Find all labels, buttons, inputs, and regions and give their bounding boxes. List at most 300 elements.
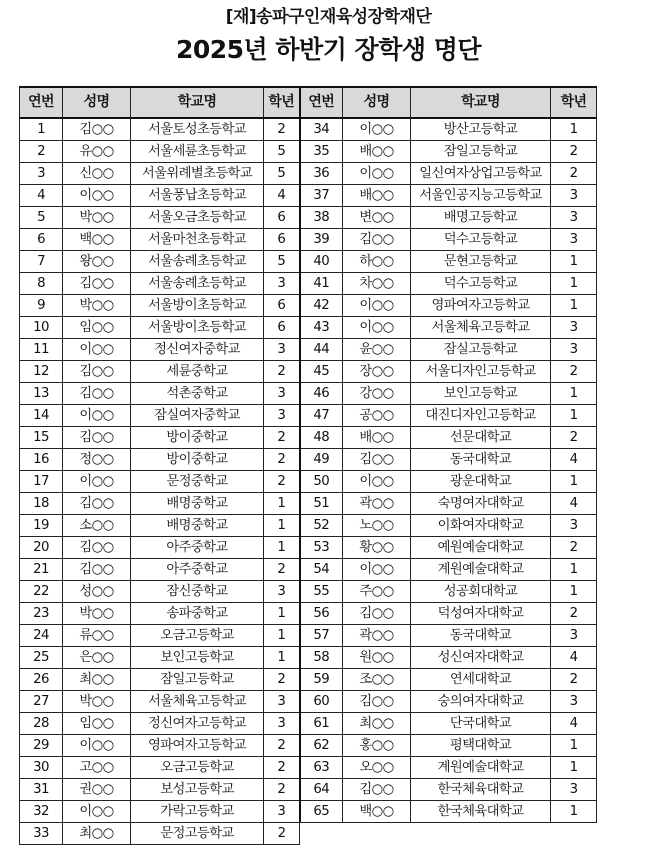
- cell-grade: 2: [264, 669, 300, 691]
- table-row: [20, 471, 597, 493]
- foundation-name: [재]송파구인재육성장학재단: [225, 7, 432, 27]
- cell-name: 정○○: [63, 449, 131, 471]
- cell-name: 이○○: [343, 163, 411, 185]
- cell-school: 정신여자중학교: [131, 339, 264, 361]
- cell-name: 김○○: [63, 493, 131, 515]
- cell-grade: 3: [551, 515, 597, 537]
- table-row: [20, 317, 597, 339]
- cell-school: 서울송례초등학교: [131, 273, 264, 295]
- col-header-no: 연번: [300, 87, 343, 118]
- cell-school: 가락고등학교: [131, 801, 264, 823]
- cell-number: 6: [20, 229, 63, 251]
- cell-number: 13: [20, 383, 63, 405]
- cell-grade: 2: [551, 163, 597, 185]
- cell-name: 배○○: [343, 141, 411, 163]
- cell-name: 이○○: [63, 801, 131, 823]
- cell-number: 29: [20, 735, 63, 757]
- cell-name: 조○○: [343, 669, 411, 691]
- cell-number: 26: [20, 669, 63, 691]
- cell-grade: 2: [551, 361, 597, 383]
- cell-name: 장○○: [343, 361, 411, 383]
- cell-name: 차○○: [343, 273, 411, 295]
- cell-name: 김○○: [343, 779, 411, 801]
- cell-grade: 1: [264, 515, 300, 537]
- cell-school: 계원예술대학교: [411, 757, 551, 779]
- cell-school: 덕성여자대학교: [411, 603, 551, 625]
- cell-name: 박○○: [63, 295, 131, 317]
- cell-grade: 1: [264, 537, 300, 559]
- cell-grade: 3: [264, 383, 300, 405]
- cell-grade: 3: [551, 625, 597, 647]
- cell-school: 광운대학교: [411, 471, 551, 493]
- cell-school: 잠일고등학교: [411, 141, 551, 163]
- table-row: [20, 427, 597, 449]
- cell-number: 52: [300, 515, 343, 537]
- cell-name: 김○○: [343, 691, 411, 713]
- cell-name: 배○○: [343, 185, 411, 207]
- table-row: [20, 537, 597, 559]
- table-row: [20, 603, 597, 625]
- table-row: [20, 383, 597, 405]
- cell-school: 보인고등학교: [411, 383, 551, 405]
- cell-name: 김○○: [63, 383, 131, 405]
- cell-school: 세륜중학교: [131, 361, 264, 383]
- cell-number: 44: [300, 339, 343, 361]
- cell-school: 오금고등학교: [131, 625, 264, 647]
- cell-grade: 2: [264, 779, 300, 801]
- cell-name: 홍○○: [343, 735, 411, 757]
- cell-name: 이○○: [63, 339, 131, 361]
- cell-name: 변○○: [343, 207, 411, 229]
- cell-school: 서울송례초등학교: [131, 251, 264, 273]
- table-row: [20, 207, 597, 229]
- cell-grade: 1: [551, 383, 597, 405]
- cell-grade: 3: [551, 229, 597, 251]
- cell-school: 이화여자대학교: [411, 515, 551, 537]
- cell-school: 한국체육대학교: [411, 779, 551, 801]
- cell-name: 김○○: [343, 603, 411, 625]
- table-row: [20, 141, 597, 163]
- cell-name: 고○○: [63, 757, 131, 779]
- cell-name: 왕○○: [63, 251, 131, 273]
- cell-school: 대진디자인고등학교: [411, 405, 551, 427]
- cell-school: 영파여자고등학교: [131, 735, 264, 757]
- table-row: [20, 229, 597, 251]
- cell-number: 32: [20, 801, 63, 823]
- cell-name: 은○○: [63, 647, 131, 669]
- cell-school: 계원예술대학교: [411, 559, 551, 581]
- cell-name: 김○○: [63, 273, 131, 295]
- cell-grade: 3: [264, 801, 300, 823]
- cell-number: 42: [300, 295, 343, 317]
- cell-number: 35: [300, 141, 343, 163]
- cell-name: 윤○○: [343, 339, 411, 361]
- cell-school: 평택대학교: [411, 735, 551, 757]
- cell-school: 숭의여자대학교: [411, 691, 551, 713]
- cell-number: 1: [20, 118, 63, 141]
- cell-number: 37: [300, 185, 343, 207]
- cell-name: 최○○: [63, 669, 131, 691]
- cell-school: 서울마천초등학교: [131, 229, 264, 251]
- cell-name: 유○○: [63, 141, 131, 163]
- cell-name: 권○○: [63, 779, 131, 801]
- cell-number: 17: [20, 471, 63, 493]
- cell-name: 이○○: [63, 471, 131, 493]
- cell-number: 48: [300, 427, 343, 449]
- table-row: [20, 669, 597, 691]
- cell-school: 서울위례별초등학교: [131, 163, 264, 185]
- cell-school: 영파여자고등학교: [411, 295, 551, 317]
- cell-number: 58: [300, 647, 343, 669]
- cell-school: 배명중학교: [131, 515, 264, 537]
- cell-number: 24: [20, 625, 63, 647]
- cell-school: 잠신중학교: [131, 581, 264, 603]
- cell-grade: 3: [551, 779, 597, 801]
- cell-name: 하○○: [343, 251, 411, 273]
- cell-number: 45: [300, 361, 343, 383]
- cell-grade: 1: [551, 801, 597, 823]
- table-row: [20, 515, 597, 537]
- cell-number: 12: [20, 361, 63, 383]
- cell-name: 강○○: [343, 383, 411, 405]
- cell-name: 최○○: [63, 823, 131, 845]
- cell-school: 아주중학교: [131, 537, 264, 559]
- cell-number: 9: [20, 295, 63, 317]
- cell-school: 서울방이초등학교: [131, 317, 264, 339]
- cell-grade: 5: [264, 141, 300, 163]
- cell-number: 25: [20, 647, 63, 669]
- cell-school: 잠실고등학교: [411, 339, 551, 361]
- cell-grade: 1: [551, 251, 597, 273]
- cell-number: 18: [20, 493, 63, 515]
- cell-number: 21: [20, 559, 63, 581]
- table-header-row: [20, 87, 597, 118]
- cell-grade: 2: [264, 361, 300, 383]
- cell-number: 62: [300, 735, 343, 757]
- cell-grade: 3: [264, 339, 300, 361]
- cell-name: 배○○: [343, 427, 411, 449]
- cell-grade: 6: [264, 229, 300, 251]
- cell-number: 5: [20, 207, 63, 229]
- cell-number: 19: [20, 515, 63, 537]
- table-row: [20, 295, 597, 317]
- cell-grade: 4: [551, 493, 597, 515]
- cell-school: 정신여자고등학교: [131, 713, 264, 735]
- cell-grade: 3: [264, 713, 300, 735]
- cell-name: 이○○: [343, 471, 411, 493]
- table-row: [20, 273, 597, 295]
- cell-number: 59: [300, 669, 343, 691]
- cell-number: 20: [20, 537, 63, 559]
- col-header-name: 성명: [63, 87, 131, 118]
- cell-number: 60: [300, 691, 343, 713]
- cell-grade: 3: [264, 405, 300, 427]
- table-row: [20, 713, 597, 735]
- cell-school: 방이중학교: [131, 449, 264, 471]
- cell-name: 이○○: [343, 118, 411, 141]
- cell-grade: 2: [551, 603, 597, 625]
- cell-number: 61: [300, 713, 343, 735]
- cell-grade: 3: [264, 581, 300, 603]
- cell-name: 곽○○: [343, 625, 411, 647]
- page-title: 2025년 하반기 장학생 명단: [175, 35, 482, 64]
- cell-grade: 2: [264, 449, 300, 471]
- cell-name: 김○○: [63, 427, 131, 449]
- cell-number: 64: [300, 779, 343, 801]
- cell-name: 박○○: [63, 691, 131, 713]
- cell-grade: 4: [551, 449, 597, 471]
- cell-grade: 2: [551, 141, 597, 163]
- cell-grade: 2: [551, 537, 597, 559]
- cell-number: 23: [20, 603, 63, 625]
- cell-number: 63: [300, 757, 343, 779]
- cell-grade: 2: [264, 559, 300, 581]
- cell-grade: 1: [551, 295, 597, 317]
- cell-school: 성신여자대학교: [411, 647, 551, 669]
- empty-cell: [343, 823, 411, 845]
- cell-number: 43: [300, 317, 343, 339]
- cell-grade: 5: [264, 163, 300, 185]
- cell-school: 방산고등학교: [411, 118, 551, 141]
- cell-grade: 1: [264, 647, 300, 669]
- cell-number: 41: [300, 273, 343, 295]
- table-row: [20, 581, 597, 603]
- cell-school: 서울체육고등학교: [131, 691, 264, 713]
- table-row: [20, 735, 597, 757]
- cell-grade: 1: [551, 405, 597, 427]
- cell-school: 잠일고등학교: [131, 669, 264, 691]
- empty-cell: [300, 823, 343, 845]
- cell-school: 석촌중학교: [131, 383, 264, 405]
- cell-grade: 3: [551, 317, 597, 339]
- col-header-grade: 학년: [551, 87, 597, 118]
- cell-number: 33: [20, 823, 63, 845]
- cell-name: 백○○: [343, 801, 411, 823]
- cell-grade: 2: [264, 471, 300, 493]
- cell-number: 40: [300, 251, 343, 273]
- cell-name: 김○○: [63, 361, 131, 383]
- cell-grade: 2: [264, 118, 300, 141]
- cell-grade: 1: [551, 118, 597, 141]
- table-row: [20, 823, 597, 845]
- cell-school: 보성고등학교: [131, 779, 264, 801]
- table-row: [20, 339, 597, 361]
- cell-name: 김○○: [343, 229, 411, 251]
- cell-name: 박○○: [63, 603, 131, 625]
- col-header-name: 성명: [343, 87, 411, 118]
- cell-school: 배명고등학교: [411, 207, 551, 229]
- cell-grade: 4: [551, 713, 597, 735]
- cell-grade: 1: [551, 735, 597, 757]
- empty-cell: [411, 823, 551, 845]
- cell-name: 이○○: [343, 295, 411, 317]
- cell-grade: 1: [551, 273, 597, 295]
- cell-grade: 1: [551, 559, 597, 581]
- cell-number: 56: [300, 603, 343, 625]
- cell-grade: 1: [264, 493, 300, 515]
- cell-grade: 3: [264, 273, 300, 295]
- col-header-school: 학교명: [411, 87, 551, 118]
- table-row: [20, 757, 597, 779]
- cell-name: 백○○: [63, 229, 131, 251]
- cell-school: 배명중학교: [131, 493, 264, 515]
- cell-grade: 2: [264, 757, 300, 779]
- table-row: [20, 251, 597, 273]
- cell-school: 방이중학교: [131, 427, 264, 449]
- table-row: [20, 493, 597, 515]
- cell-name: 류○○: [63, 625, 131, 647]
- cell-school: 성공회대학교: [411, 581, 551, 603]
- col-header-no: 연번: [20, 87, 63, 118]
- cell-name: 이○○: [63, 735, 131, 757]
- cell-school: 동국대학교: [411, 625, 551, 647]
- cell-school: 선문대학교: [411, 427, 551, 449]
- empty-cell: [551, 823, 597, 845]
- cell-number: 31: [20, 779, 63, 801]
- cell-number: 14: [20, 405, 63, 427]
- cell-school: 동국대학교: [411, 449, 551, 471]
- cell-number: 8: [20, 273, 63, 295]
- cell-name: 김○○: [63, 118, 131, 141]
- cell-school: 서울인공지능고등학교: [411, 185, 551, 207]
- cell-name: 이○○: [63, 185, 131, 207]
- table-row: [20, 118, 597, 141]
- cell-grade: 6: [264, 295, 300, 317]
- cell-number: 51: [300, 493, 343, 515]
- cell-grade: 3: [551, 339, 597, 361]
- cell-school: 송파중학교: [131, 603, 264, 625]
- table-row: [20, 449, 597, 471]
- cell-grade: 1: [551, 471, 597, 493]
- cell-number: 2: [20, 141, 63, 163]
- cell-school: 숙명여자대학교: [411, 493, 551, 515]
- cell-name: 노○○: [343, 515, 411, 537]
- cell-number: 30: [20, 757, 63, 779]
- cell-number: 38: [300, 207, 343, 229]
- cell-name: 황○○: [343, 537, 411, 559]
- table-row: [20, 647, 597, 669]
- cell-number: 15: [20, 427, 63, 449]
- table-row: [20, 779, 597, 801]
- cell-number: 7: [20, 251, 63, 273]
- cell-name: 곽○○: [343, 493, 411, 515]
- cell-name: 김○○: [63, 537, 131, 559]
- table-row: [20, 559, 597, 581]
- cell-number: 10: [20, 317, 63, 339]
- cell-number: 57: [300, 625, 343, 647]
- cell-number: 11: [20, 339, 63, 361]
- cell-number: 54: [300, 559, 343, 581]
- cell-grade: 1: [264, 603, 300, 625]
- cell-number: 36: [300, 163, 343, 185]
- scholarship-roster-table: [19, 86, 597, 845]
- cell-number: 39: [300, 229, 343, 251]
- cell-number: 55: [300, 581, 343, 603]
- cell-grade: 6: [264, 317, 300, 339]
- cell-number: 16: [20, 449, 63, 471]
- cell-school: 문현고등학교: [411, 251, 551, 273]
- cell-grade: 3: [264, 691, 300, 713]
- cell-grade: 1: [551, 581, 597, 603]
- cell-number: 49: [300, 449, 343, 471]
- cell-number: 47: [300, 405, 343, 427]
- cell-school: 오금고등학교: [131, 757, 264, 779]
- cell-name: 이○○: [63, 405, 131, 427]
- cell-grade: 2: [264, 735, 300, 757]
- cell-school: 서울체육고등학교: [411, 317, 551, 339]
- cell-school: 덕수고등학교: [411, 229, 551, 251]
- cell-number: 46: [300, 383, 343, 405]
- cell-school: 덕수고등학교: [411, 273, 551, 295]
- cell-school: 단국대학교: [411, 713, 551, 735]
- col-header-school: 학교명: [131, 87, 264, 118]
- cell-school: 잠실여자중학교: [131, 405, 264, 427]
- cell-school: 서울방이초등학교: [131, 295, 264, 317]
- table-row: [20, 625, 597, 647]
- cell-number: 4: [20, 185, 63, 207]
- cell-number: 50: [300, 471, 343, 493]
- cell-school: 서울디자인고등학교: [411, 361, 551, 383]
- cell-grade: 3: [551, 691, 597, 713]
- cell-school: 보인고등학교: [131, 647, 264, 669]
- table-row: [20, 185, 597, 207]
- cell-grade: 4: [264, 185, 300, 207]
- cell-school: 서울오금초등학교: [131, 207, 264, 229]
- table-row: [20, 801, 597, 823]
- cell-name: 이○○: [343, 559, 411, 581]
- cell-number: 3: [20, 163, 63, 185]
- cell-grade: 6: [264, 207, 300, 229]
- cell-number: 65: [300, 801, 343, 823]
- cell-grade: 5: [264, 251, 300, 273]
- cell-grade: 1: [264, 625, 300, 647]
- table-row: [20, 691, 597, 713]
- cell-school: 한국체육대학교: [411, 801, 551, 823]
- cell-name: 원○○: [343, 647, 411, 669]
- cell-school: 문정중학교: [131, 471, 264, 493]
- cell-name: 임○○: [63, 317, 131, 339]
- cell-number: 22: [20, 581, 63, 603]
- cell-name: 신○○: [63, 163, 131, 185]
- cell-school: 연세대학교: [411, 669, 551, 691]
- cell-name: 공○○: [343, 405, 411, 427]
- cell-grade: 2: [264, 427, 300, 449]
- cell-grade: 1: [551, 757, 597, 779]
- cell-name: 주○○: [343, 581, 411, 603]
- cell-name: 최○○: [343, 713, 411, 735]
- cell-name: 임○○: [63, 713, 131, 735]
- cell-school: 일신여자상업고등학교: [411, 163, 551, 185]
- cell-name: 박○○: [63, 207, 131, 229]
- cell-school: 서울세륜초등학교: [131, 141, 264, 163]
- table-row: [20, 361, 597, 383]
- col-header-grade: 학년: [264, 87, 300, 118]
- cell-name: 오○○: [343, 757, 411, 779]
- cell-number: 28: [20, 713, 63, 735]
- cell-number: 27: [20, 691, 63, 713]
- cell-school: 서울토성초등학교: [131, 118, 264, 141]
- cell-grade: 3: [551, 185, 597, 207]
- cell-grade: 3: [551, 207, 597, 229]
- cell-name: 성○○: [63, 581, 131, 603]
- cell-grade: 2: [551, 427, 597, 449]
- cell-grade: 2: [551, 669, 597, 691]
- cell-number: 34: [300, 118, 343, 141]
- cell-grade: 2: [264, 823, 300, 845]
- cell-grade: 4: [551, 647, 597, 669]
- cell-school: 예원예술대학교: [411, 537, 551, 559]
- table-row: [20, 405, 597, 427]
